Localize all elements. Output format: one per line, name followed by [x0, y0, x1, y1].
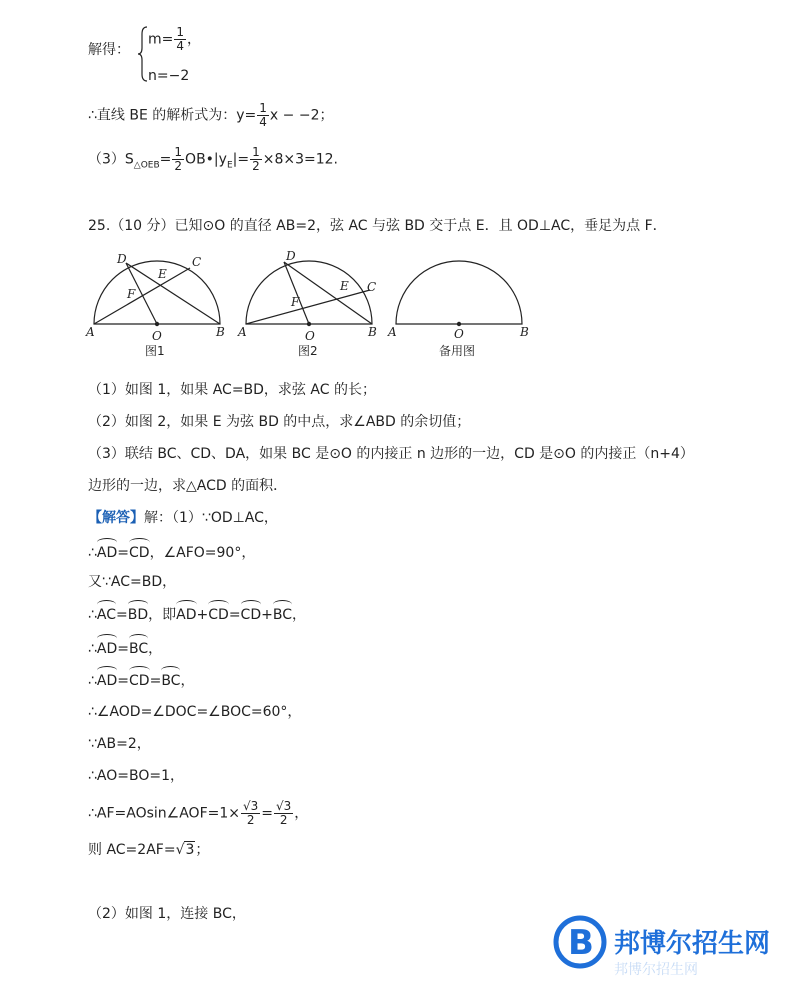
label-b-3: B — [520, 325, 529, 339]
svg-text:邦博尔招生网: 邦博尔招生网 — [614, 962, 698, 978]
line-be: ∴直线 BE 的解析式为：y= $\frac{1}{4}$ x − −2； — [88, 101, 334, 129]
answer-line-11: （2）如图 1，连接 BC， — [88, 906, 246, 922]
answer-line-10: 则 AC=2AF=√3； — [88, 842, 210, 858]
answer-line-5: ∴AD=CD=BC， — [88, 668, 194, 691]
sys-n: n=−2 — [148, 68, 190, 84]
label-e-1: E — [158, 267, 167, 281]
figure-2 — [237, 249, 377, 358]
answer-line-1: ∴AD=CD，∠AFO=90°， — [88, 540, 255, 563]
brace-icon — [138, 26, 148, 82]
sys-m-lhs: m= — [148, 31, 174, 48]
watermark-text: 邦博尔招生网 — [614, 929, 771, 959]
caption-spare: 备用图 — [439, 344, 476, 358]
figures — [84, 248, 544, 360]
label-f-2: F — [291, 295, 300, 309]
area-oeb: $(3)S_{\triangle OEB}=$ $\frac{1}{2}$ $OB•|y_E|=$ $\frac{1}{2}$ ×8×3=12. — [88, 145, 338, 173]
label-c-1: C — [192, 255, 202, 269]
part-3-line2: 边形的一边，求△ACD 的面积． — [88, 478, 288, 494]
watermark — [548, 912, 798, 982]
answer-line-3: ∴AC=BD，即AD+CD=CD+BC， — [88, 602, 306, 625]
answer-line-9: ∴AF=AOsin∠AOF=1× $\frac{√3}{2}$ = $\frac{√3}{2}$ ， — [88, 799, 309, 827]
label-d-2: D — [286, 249, 296, 263]
figure-1 — [85, 252, 225, 358]
label-o-2: O — [305, 329, 315, 343]
part-3-line1: （3）联结 BC、CD、DA，如果 BC 是⊙O 的内接正 n 边形的一边，CD 是⊙O 的内接正（n+4） — [88, 446, 694, 462]
answer-line-8: ∴AO=BO=1， — [88, 768, 185, 784]
label-d-1: D — [117, 252, 127, 266]
watermark-logo-icon — [548, 912, 798, 982]
answer-line-7: ∵AB=2， — [88, 736, 151, 752]
part-1: （1）如图 1，如果 AC=BD，求弦 AC 的长； — [88, 382, 376, 398]
label-b-1: B — [216, 325, 225, 339]
caption-fig1: 图1 — [145, 344, 165, 358]
label-c-2: C — [367, 280, 377, 294]
solve-label: 解得： — [88, 42, 130, 58]
label-e-2: E — [340, 279, 349, 293]
svg-text:B: B — [568, 923, 594, 963]
answer-start: 【解答】解：（1）∵OD⊥AC， — [88, 510, 278, 526]
label-o-3: O — [454, 327, 464, 341]
label-b-2: B — [368, 325, 377, 339]
figure-spare — [387, 261, 529, 358]
caption-fig2: 图2 — [298, 344, 318, 358]
label-a-2: A — [238, 325, 247, 339]
label-f-1: F — [127, 287, 136, 301]
label-a-1: A — [86, 325, 95, 339]
answer-line-4: ∴AD=BC， — [88, 636, 162, 659]
answer-tag: 【解答】 — [88, 510, 144, 526]
answer-line-2: 又∵AC=BD， — [88, 574, 177, 590]
part-2: （2）如图 2，如果 E 为弦 BD 的中点，求∠ABD 的余切值； — [88, 414, 471, 430]
sys-m-frac: $\frac{1}{4}$ — [176, 25, 185, 53]
label-a-3: A — [388, 325, 397, 339]
answer-line-6: ∴∠AOD=∠DOC=∠BOC=60°， — [88, 704, 302, 720]
label-o-1: O — [152, 329, 162, 343]
question-25: 25.（10 分）已知⊙O 的直径 AB=2，弦 AC 与弦 BD 交于点 E．且 OD⊥AC，垂足为点 F． — [88, 218, 667, 234]
